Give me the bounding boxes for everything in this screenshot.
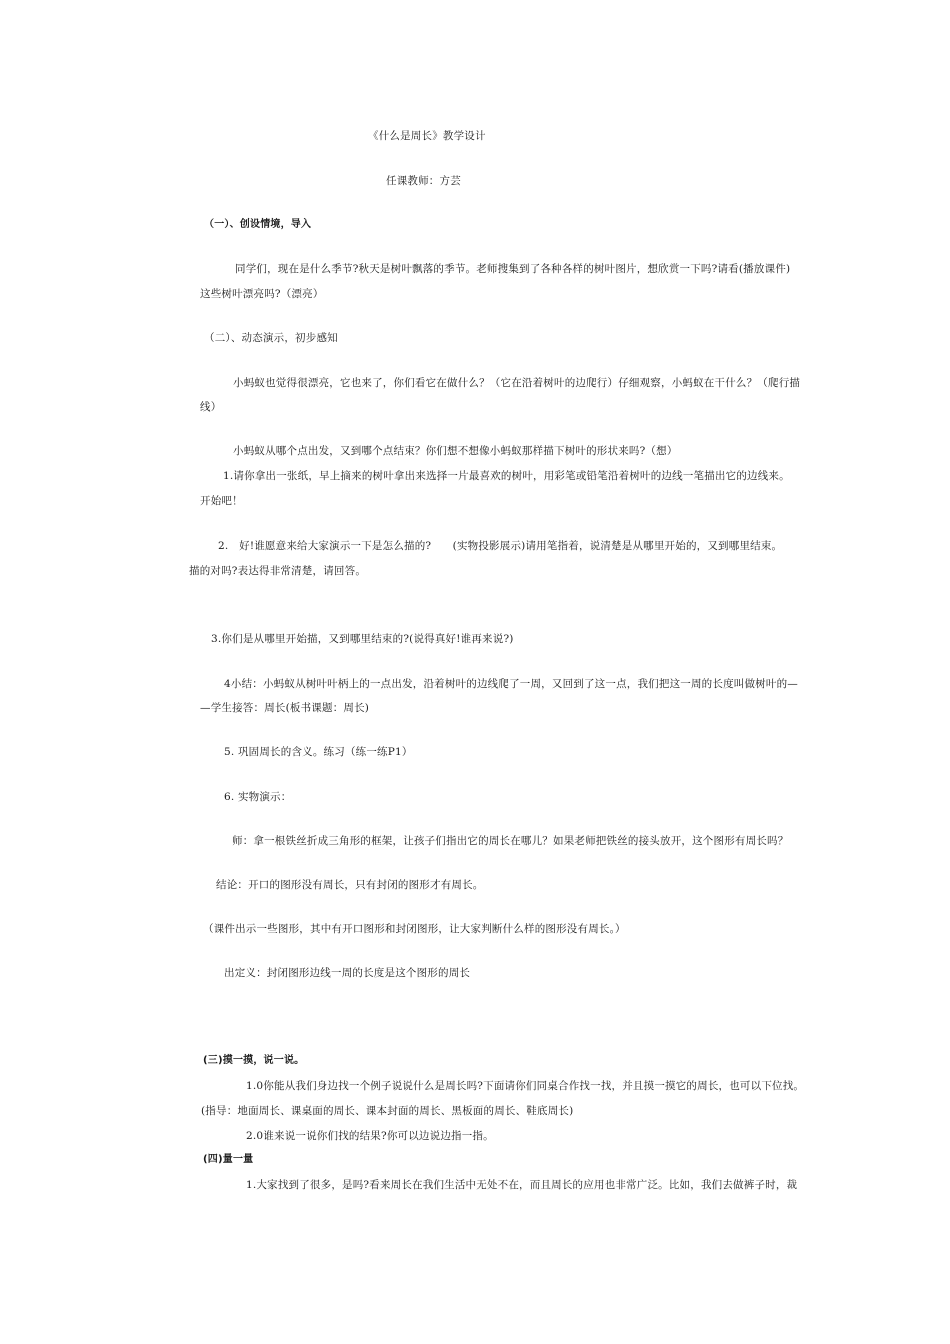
paragraph-line: 这些树叶漂亮吗?（漂亮） <box>200 288 324 300</box>
list-item: 1.请你拿出一张纸，早上摘来的树叶拿出来选择一片最喜欢的树叶，用彩笔或铅笔沿着树叶的边线一笔描出它的边线来。 <box>223 470 790 482</box>
paragraph-line: 出定义：封闭图形边线一周的长度是这个图形的周长 <box>224 967 471 979</box>
list-item: 1.0你能从我们身边找一个例子说说什么是周长吗?下面请你们同桌合作找一找，并且摸一摸它的周长，也可以下位找。 <box>246 1080 805 1092</box>
list-item-continuation: 描的对吗?表达得非常清楚，请回答。 <box>189 565 367 577</box>
paragraph-line: （课件出示一些图形，其中有开口图形和封闭图形，让大家判断什么样的图形没有周长。） <box>203 923 626 935</box>
section-heading-1: （一）、创设情境，导入 <box>204 219 312 230</box>
teacher-line: 任课教师：方芸 <box>386 175 461 187</box>
paragraph-line: 结论：开口的图形没有周长，只有封闭的图形才有周长。 <box>216 879 484 891</box>
list-item: 1.大家找到了很多，是吗?看来周长在我们生活中无处不在，而且周长的应用也非常广泛。比如，我们去做裤子时，裁 <box>246 1179 798 1191</box>
list-item: 2. 好!谁愿意来给大家演示一下是怎么描的? (实物投影展示)请用笔指着，说清楚是从哪里开始的，又到哪里结束。 <box>218 540 783 552</box>
list-item-continuation: 开始吧！ <box>200 495 243 507</box>
section-heading-2: （二）、动态演示，初步感知 <box>204 332 338 344</box>
list-item: 4小结：小蚂蚁从树叶叶柄上的一点出发，沿着树叶的边线爬了一周，又回到了这一点，我们把这一周的长度叫做树叶的— <box>224 678 798 690</box>
paragraph-line: 线） <box>200 401 222 413</box>
list-item: 5. 巩固周长的含义。练习（练一练P1） <box>224 746 413 758</box>
paragraph-line: 小蚂蚁也觉得很漂亮，它也来了，你们看它在做什么？（它在沿着树叶的边爬行）仔细观察，小蚂蚁在干什么？（爬行描 <box>233 377 801 389</box>
section-heading-3: (三)摸一摸，说一说。 <box>203 1055 305 1066</box>
paragraph-line: 师：拿一根铁丝折成三角形的框架，让孩子们指出它的周长在哪儿？如果老师把铁丝的接头放开，这个图形有周长吗？ <box>232 835 789 847</box>
document-title: 《什么是周长》教学设计 <box>368 130 486 142</box>
paragraph-line: 小蚂蚁从哪个点出发，又到哪个点结束？你们想不想像小蚂蚁那样描下树叶的形状来吗?（想） <box>233 445 678 457</box>
list-item: 6. 实物演示： <box>224 791 292 803</box>
section-heading-4: (四)量一量 <box>203 1154 254 1165</box>
paragraph-line: (指导：地面周长、课桌面的周长、课本封面的周长、黑板面的周长、鞋底周长) <box>201 1105 574 1117</box>
list-item: 2.0谁来说一说你们找的结果?你可以边说边指一指。 <box>246 1130 494 1142</box>
paragraph-line: 同学们，现在是什么季节?秋天是树叶飘落的季节。老师搜集到了各种各样的树叶图片，想欣赏一下吗?请看(播放课件) <box>235 263 791 275</box>
list-item-continuation: —学生接答：周长(板书课题：周长) <box>200 702 370 714</box>
list-item: 3.你们是从哪里开始描，又到哪里结束的?(说得真好!谁再来说?) <box>211 633 514 645</box>
